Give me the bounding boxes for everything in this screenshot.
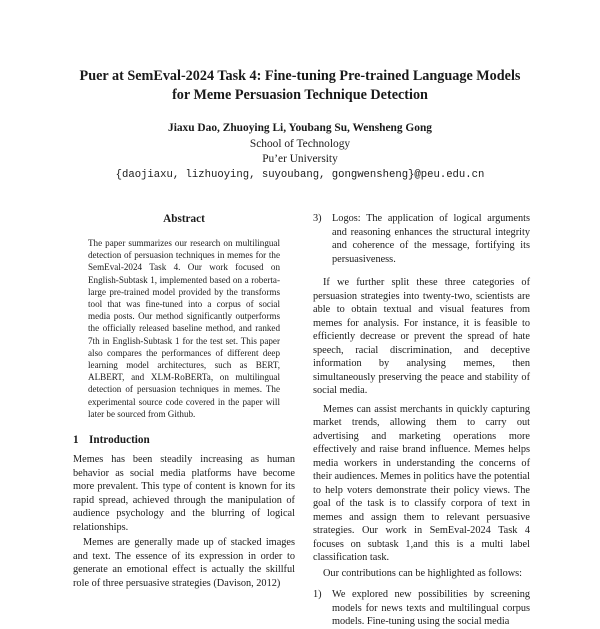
intro-paragraph-2: Memes are generally made up of stacked images and text. The essence of its expression in order to generate an emotional effect is actually the skillful role of three persuasive strategies (Davison, 2012) bbox=[73, 537, 295, 589]
author-emails: {daojiaxu, lizhuoying, suyoubang, gongwensheng}@peu.edu.cn bbox=[115, 168, 485, 181]
intro-paragraph-1: Memes has been steadily increasing as human behavior as social media platforms have become more prevalent. This type of content is known for its rapid spread, achieved through the manipulation of audience psychology and the blurring of logical relationships. bbox=[73, 454, 295, 533]
list-item-text: Logos: The application of logical arguments and reasoning enhances the structural integrity and coherence of the message, fortifying its persuasiveness. bbox=[332, 213, 530, 265]
list-item-contribution-1 bbox=[313, 588, 530, 629]
abstract-heading: Abstract bbox=[163, 213, 205, 225]
section-heading-introduction bbox=[73, 433, 295, 447]
list-item-logos bbox=[313, 212, 530, 266]
list-marker: 1) bbox=[313, 589, 322, 600]
author-names: Jiaxu Dao, Zhuoying Li, Youbang Su, Wensheng Gong bbox=[168, 122, 432, 134]
title-line-1: Puer at SemEval-2024 Task 4: Fine-tuning Pre-trained Language Models bbox=[79, 68, 521, 84]
title-line-2: for Meme Persuasion Technique Detection bbox=[172, 87, 428, 103]
body-paragraph-2: Memes can assist merchants in quickly capturing market trends, allowing them to carry out advertising and marketing operations more effectively and raise brand influence. Memes helps media workers in understanding the concerns of their audiences. Memes in politics have the potential to help voters demonstrate their policy views. The goal of the task is to classify corpora of text in memes and assign them to relevant persuasive strategies. Our work in SemEval-2024 Task 4 focuses on subtask 1,and this is a multi label classification task. bbox=[313, 403, 530, 563]
section-number: 1 bbox=[73, 434, 79, 447]
author-block bbox=[40, 121, 560, 183]
affiliation-university: Pu’er University bbox=[262, 153, 338, 165]
abstract-text: The paper summarizes our research on multilingual detection of persuasion techniques in memes for the SemEval-2024 Task 4. Our work focused on English-Subtask 1, implemented based on a roberta-large pre-trained model provided by the transforms tool that was fine-tuned into a corpus of social media posts. Our method significantly outperforms the officially released baseline method, and ranked 7th in English-Subtask 1 for the test set. This paper also compares the performances of different deep learning model architectures, such as BERT, ALBERT, and XLM-RoBERTa, on multilingual detection of persuasion techniques in memes. The experimental source code covered in the paper will later be sourced from Github. bbox=[88, 238, 280, 419]
list-marker: 3) bbox=[313, 213, 322, 224]
right-column bbox=[313, 212, 530, 629]
left-column bbox=[73, 212, 295, 590]
list-item-text: We explored new possibilities by screening models for news texts and multilingual corpus models. Fine-tuning using the social media bbox=[332, 589, 530, 627]
paper-title bbox=[40, 67, 560, 105]
body-paragraph-3: Our contributions can be highlighted as follows: bbox=[323, 567, 523, 579]
body-paragraph-1: If we further split these three categories of persuasion strategies into twenty-two, scientists are able to obtain textual and visual features from memes for analysis. For instance, it is feasible to efficiently decrease or prevent the spread of hate speech, racial discrimination, and deceptive information by analysing memes, then simultaneously preserving the peace and stability of social media. bbox=[313, 277, 530, 396]
affiliation-department: School of Technology bbox=[249, 137, 351, 150]
section-title: Introduction bbox=[89, 434, 150, 447]
